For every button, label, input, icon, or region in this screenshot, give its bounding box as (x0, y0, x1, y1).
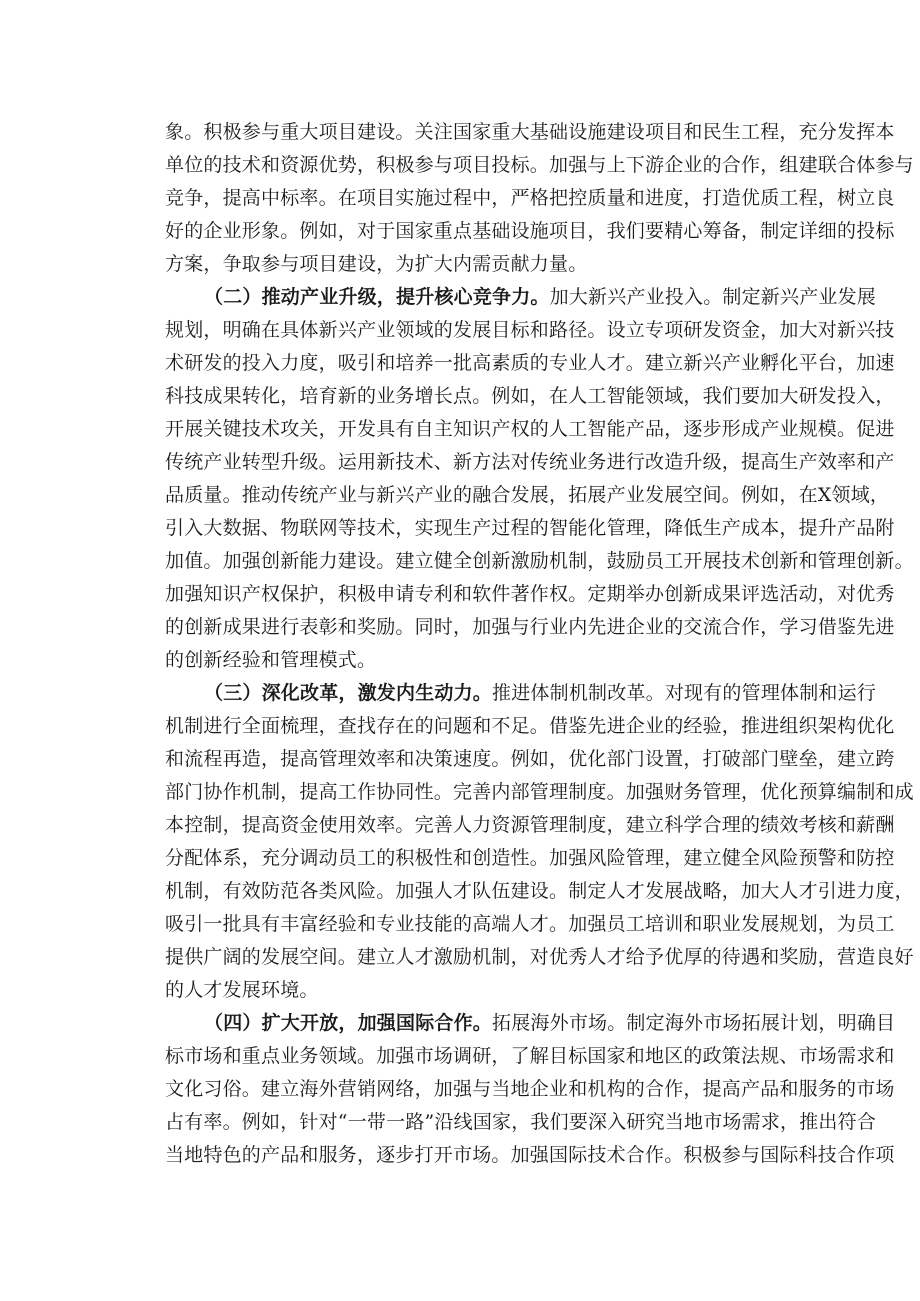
paragraph-2-line: 引入大数据、物联网等技术，实现生产过程的智能化管理，降低生产成本，提升产品附 (165, 517, 895, 539)
paragraph-1-line-3: 竞争，提高中标率。在项目实施过程中，严格把控质量和进度，打造优质工程，树立良 (165, 187, 895, 209)
paragraph-4-first-line (204, 1011, 896, 1035)
paragraph-3-line: 机制进行全面梳理，查找存在的问题和不足。借鉴先进企业的经验，推进组织架构优化 (165, 715, 895, 737)
section-heading-3: （三）深化改革，激发内生动力。 (204, 682, 493, 704)
paragraph-4-line: 文化习俗。建立海外营销网络，加强与当地企业和机构的合作，提高产品和服务的市场 (165, 1078, 895, 1100)
paragraph-3-line: 提供广阔的发展空间。建立人才激励机制，对优秀人才给予优厚的待遇和奖励，营造良好 (165, 946, 914, 968)
paragraph-1-line-2: 单位的技术和资源优势，积极参与项目投标。加强与上下游企业的合作，组建联合体参与 (165, 154, 914, 176)
paragraph-3-line: 的人才发展环境。 (165, 979, 319, 1001)
paragraph-2-first-line (204, 285, 877, 309)
paragraph-2-line: 规划，明确在具体新兴产业领域的发展目标和路径。设立专项研发资金，加大对新兴技 (165, 319, 895, 341)
paragraph-3-line: 吸引一批具有丰富经验和专业技能的高端人才。加强员工培训和职业发展规划，为员工 (165, 913, 895, 935)
paragraph-4-first-line-text: 拓展海外市场。制定海外市场拓展计划，明确目 (492, 1012, 896, 1034)
paragraph-1-line-4: 好的企业形象。例如，对于国家重点基础设施项目，我们要精心筹备，制定详细的投标 (165, 220, 895, 242)
paragraph-2-line: 加强知识产权保护，积极申请专利和软件著作权。定期举办创新成果评选活动，对优秀 (165, 583, 895, 605)
paragraph-2-first-line-text: 加大新兴产业投入。制定新兴产业发展 (549, 286, 877, 308)
paragraph-1-line-5: 方案，争取参与项目建设，为扩大内需贡献力量。 (165, 253, 588, 275)
paragraph-2-line: 加值。加强创新能力建设。建立健全创新激励机制，鼓励员工开展技术创新和管理创新。 (165, 550, 914, 572)
paragraph-2-line: 开展关键技术攻关，开发具有自主知识产权的人工智能产品，逐步形成产业规模。促进 (165, 418, 895, 440)
paragraph-3-line: 分配体系，充分调动员工的积极性和创造性。加强风险管理，建立健全风险预警和防控 (165, 847, 895, 869)
paragraph-2-line: 术研发的投入力度，吸引和培养一批高素质的专业人才。建立新兴产业孵化平台，加速 (165, 352, 895, 374)
paragraph-3-line: 部门协作机制，提高工作协同性。完善内部管理制度。加强财务管理，优化预算编制和成 (165, 781, 914, 803)
paragraph-3-line: 本控制，提高资金使用效率。完善人力资源管理制度，建立科学合理的绩效考核和薪酬 (165, 814, 895, 836)
paragraph-4-line: 标市场和重点业务领域。加强市场调研，了解目标国家和地区的政策法规、市场需求和 (165, 1045, 895, 1067)
paragraph-2-line: 的创新成果进行表彰和奖励。同时，加强与行业内先进企业的交流合作，学习借鉴先进 (165, 616, 895, 638)
paragraph-2-line: 科技成果转化，培育新的业务增长点。例如，在人工智能领域，我们要加大研发投入， (165, 385, 895, 407)
paragraph-2-line: 传统产业转型升级。运用新技术、新方法对传统业务进行改造升级，提高生产效率和产 (165, 451, 895, 473)
paragraph-3-line: 和流程再造，提高管理效率和决策速度。例如，优化部门设置，打破部门壁垒，建立跨 (165, 748, 895, 770)
section-heading-4: （四）扩大开放，加强国际合作。 (204, 1012, 493, 1034)
paragraph-2-line: 品质量。推动传统产业与新兴产业的融合发展，拓展产业发展空间。例如，在X领域， (165, 484, 890, 506)
paragraph-4-line: 当地特色的产品和服务，逐步打开市场。加强国际技术合作。积极参与国际科技合作项 (165, 1144, 895, 1166)
paragraph-3-line: 机制，有效防范各类风险。加强人才队伍建设。制定人才发展战略，加大人才引进力度， (165, 880, 914, 902)
section-heading-2: （二）推动产业升级，提升核心竞争力。 (204, 286, 550, 308)
paragraph-3-first-line (204, 681, 877, 705)
paragraph-4-line: 占有率。例如，针对“一带一路”沿线国家，我们要深入研究当地市场需求，推出符合 (165, 1111, 877, 1133)
paragraph-2-line: 的创新经验和管理模式。 (165, 649, 377, 671)
paragraph-3-first-line-text: 推进体制机制改革。对现有的管理体制和运行 (492, 682, 877, 704)
paragraph-1-line-1: 象。积极参与重大项目建设。关注国家重大基础设施建设项目和民生工程，充分发挥本 (165, 121, 895, 143)
